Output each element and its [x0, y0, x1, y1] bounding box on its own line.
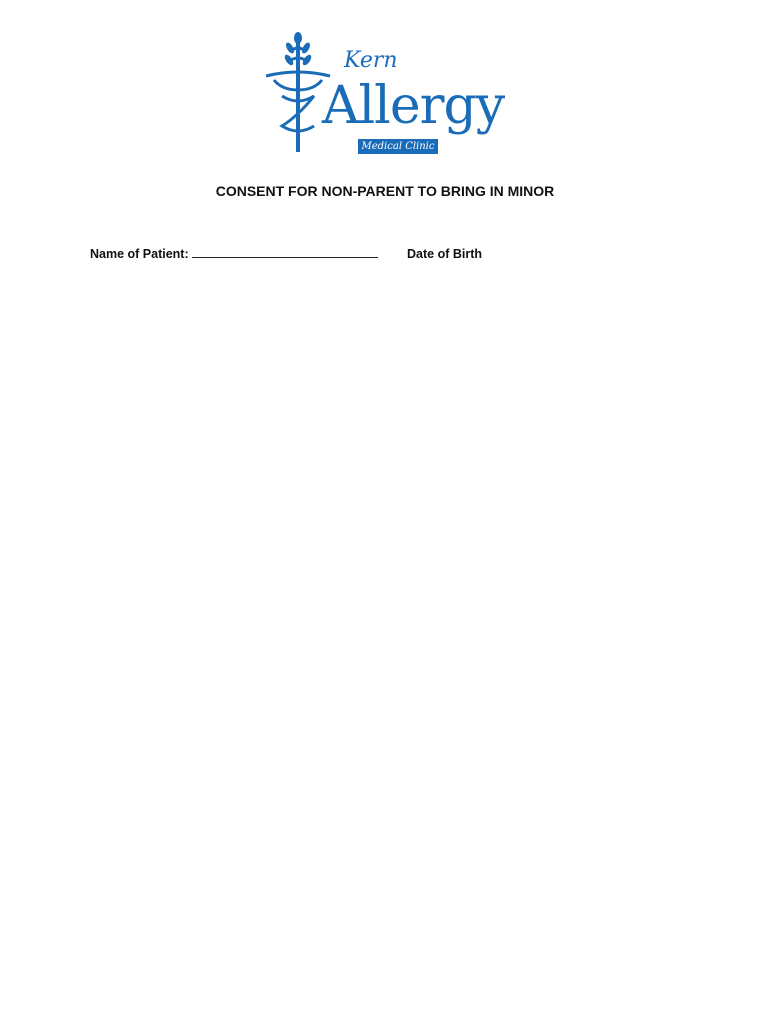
- logo-allergy-text: Allergy: [322, 76, 505, 136]
- patient-name-field[interactable]: [192, 244, 378, 258]
- form-title: CONSENT FOR NON-PARENT TO BRING IN MINOR: [215, 183, 555, 199]
- patient-name-row: [90, 244, 378, 264]
- dob-label: Date of Birth: [407, 247, 482, 261]
- logo-kern-text: Kern: [344, 48, 398, 73]
- patient-name-label: Name of Patient:: [90, 247, 189, 261]
- logo-clinic-text: Medical Clinic: [358, 139, 438, 154]
- dob-row: [407, 244, 482, 264]
